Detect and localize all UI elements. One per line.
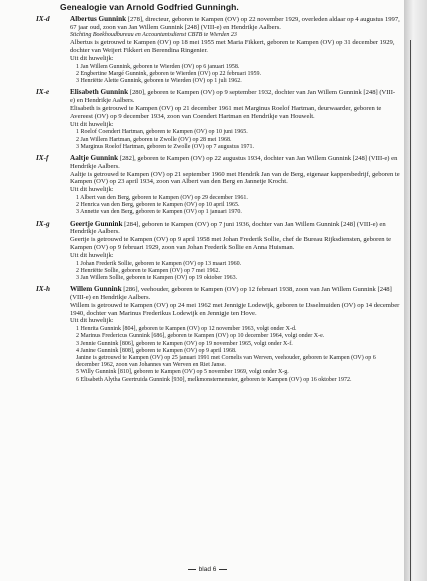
child-item: 2 Marinus Fredericus Gunnink [686], geboren te Kampen (OV) op 10 december 1964, volgt onder X-e. [76,333,325,340]
footer-rule-left [188,569,196,570]
person-name: Willem Gunnink [70,285,122,294]
page-header [60,2,395,12]
page-number: blad 6 [198,566,217,573]
child-item: 5 Willy Gunnink [810], geboren te Kampen (OV) op 5 november 1969, volgt onder X-g. [76,369,289,376]
person-name: Geertje Gunnink [70,219,123,228]
genealogy-entry [36,16,400,85]
children-list [36,129,400,151]
child-item: 1 Albert van den Berg, geboren te Kampen (OV) op 29 december 1961. [76,194,248,201]
person-name: Aaltje Gunnink [70,153,119,162]
entry-intro: [286], veehouder, geboren te Kampen (OV) op 12 februari 1938, zoon van Jan Willem Gunnink [248] (VIII-e) en Hendrikje Aalbers. [70,286,392,301]
children-list [36,64,400,86]
child-item: 1 Roelof Coendert Hartman, geboren te Kampen (OV) op 10 juni 1965. [76,129,248,136]
entry-code: IX-h [36,285,50,294]
entry-heading [36,89,400,105]
footer-rule-right [219,569,227,570]
child-item: 3 Jennie Gunnink [806], geboren te Kampen (OV) op 19 november 1965, volgt onder X-f. [76,340,293,347]
genealogy-entry [36,286,400,384]
entry-intro: [280], geboren te Kampen (OV) op 9 september 1932, dochter van Jan Willem Gunnink [248] (VIII-e) en Hendrikje Aalbers. [70,89,396,105]
entry-note: Stichting Boekhoudbureau en Accountantsdienst CBTB te Wierden 23 [70,31,237,38]
marriage-text: Willem is getrouwd te Kampen (OV) op 24 mei 1962 met Jennigje Lodewijk, geboren te IJsselmuiden (OV) op 14 december 1940, dochter van Marinus Frederikus Lodewijk en Jennigje ten Hove. [70,301,400,317]
entry-code: IX-g [36,219,50,228]
entry-intro: [282], geboren te Kampen (OV) op 22 augustus 1934, dochter van Jan Willem Gunnink [248] (VIII-e) en Hendrikje Aalbers. [70,154,398,170]
children-label: Uit dit huwelijk: [70,54,114,62]
child-item: 3 Henriëtte Alette Gunnink, geboren te Wierden (OV) op 1 juli 1962. [76,78,242,85]
marriage-text: Geertje is getrouwd te Kampen (OV) op 9 april 1958 met Johan Frederik Sollie, chef de Bureau Rijksdiensten, geboren te Kampen (OV) op 9 februari 1929, zoon van Johan Frederik Sollie en Anna Huisman. [70,236,391,251]
child-item: 2 Henriëtte Sollie, geboren te Kampen (OV) op 7 mei 1962. [76,267,220,274]
entry-code: IX-e [36,88,50,97]
child-item: 3 Jan Willem Sollie, geboren te Kampen (OV) op 19 oktober 1963. [76,274,238,281]
entry-code: IX-f [36,153,49,162]
child-item: 2 Jan Willem Hartman, geboren te Zwolle (OV) op 28 mei 1968. [76,136,232,143]
person-name: Elisabeth Gunnink [70,88,129,97]
entry-intro: [284], geboren te Kampen (OV) op 7 juni 1936, dochter van Jan Willem Gunnink [248] (VIII-e) en Hendrikje Aalbers. [70,220,386,236]
marriage-text: Aaltje is getrouwd te Kampen (OV) op 21 september 1960 met Hendrik Jan van de Berg, eigenaar kappersbedrijf, geboren te Kampen (OV) op 23 april 1934, zoon van Albert van den Berg en Jannetje Krocht. [70,170,400,186]
entry-heading [36,155,400,171]
child-item: 4 Janine Gunnink [808], geboren te Kampen (OV) op 9 april 1968. [76,347,237,354]
page-title: Genealogie van Arnold Godfried Gunningh. [60,2,239,12]
marriage-text: Albertus is getrouwd te Kampen (OV) op 18 mei 1955 met Maria Fikkert, geboren te Kampen (OV) op 31 december 1929, dochter van Weijert Fikkert en Berendina Ringenier. [70,39,395,55]
child-item: 3 Annette van den Berg, geboren te Kampen (OV) op 1 januari 1970. [76,209,242,216]
child-item: 1 Jan Willem Gunnink, geboren te Wierden (OV) op 6 januari 1958. [76,63,240,70]
entry-intro: [278], directeur, geboren te Kampen (OV) op 22 november 1929, overleden aldaar op 4 augustus 1997, 67 jaar oud, zoon van Jan Willem Gunnink [248] (VIII-e) en Hendrikje Aalbers. [70,16,400,31]
child-item: 2 Engbertine Margé Gunnink, geboren te Wierden (OV) op 22 februari 1959. [76,70,261,77]
child-item: 6 Elisabeth Alytha Geertruida Gunnink [930], melkmonsternemster, geboren te Kampen (OV) op 16 oktober 1972. [76,376,352,383]
page-footer [0,566,415,573]
child-item: 1 Johan Frederik Sollie, geboren te Kampen (OV) op 13 maart 1960. [76,260,242,267]
children-label: Uit dit huwelijk: [70,120,114,128]
marriage-text: Elisabeth is getrouwd te Kampen (OV) op 21 december 1961 met Marginus Roelof Hartman, deurwaarder, geboren te Avereest (OV) op 9 december 1934, zoon van Coendert Hartman en Hendrikje van Houwelt. [70,104,382,120]
entry-heading [36,286,400,302]
scan-margin [404,0,427,581]
genealogy-entry [36,89,400,151]
child-item: 2 Henrica van den Berg, geboren te Kampen (OV) op 10 april 1965. [76,202,240,209]
children-label: Uit dit huwelijk: [70,251,114,259]
children-list [36,326,400,384]
child-item: 1 Henrita Gunnink [804], geboren te Kampen (OV) op 12 november 1963, volgt onder X-d. [76,326,297,333]
child-item: 3 Marginus Roelof Hartman, geboren te Zwolle (OV) op 7 augustus 1971. [76,143,255,150]
entry-code: IX-d [36,15,50,23]
children-list [36,261,400,283]
children-list [36,195,400,217]
genealogy-content [36,16,400,388]
binding-line [410,40,411,581]
genealogy-entry [36,221,400,283]
entry-heading [36,221,400,237]
child-item: Janine is getrouwd te Kampen (OV) op 25 januari 1991 met Cornelis van Werven, veehouder, geboren te Kampen (OV) op 6 december 1962, zoon van Johannes van Werven en Riet Janse. [76,354,376,369]
entry-heading [36,16,400,32]
children-label: Uit dit huwelijk: [70,317,114,325]
genealogy-entry [36,155,400,217]
person-name: Albertus Gunnink [70,15,127,23]
children-label: Uit dit huwelijk: [70,186,114,194]
